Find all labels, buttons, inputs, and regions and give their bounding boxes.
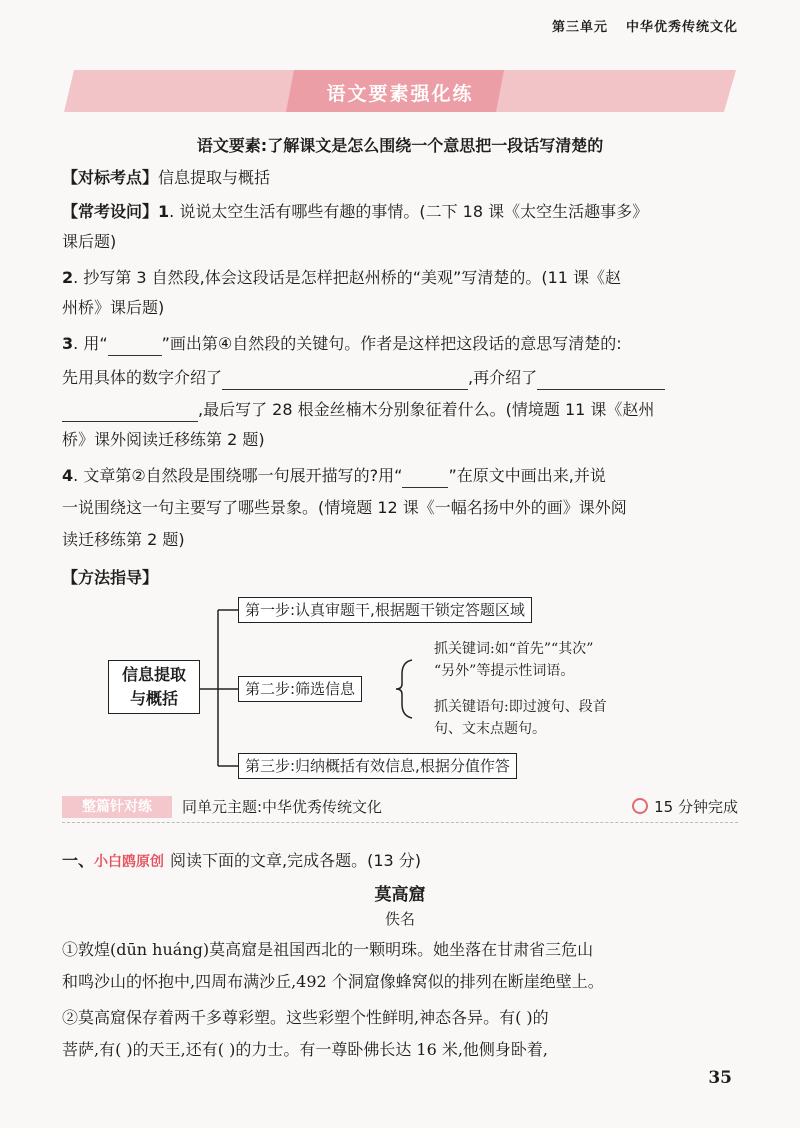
question-prefix: 一、 <box>62 851 95 870</box>
answer-blank-2[interactable] <box>537 371 665 390</box>
root-line2: 与概括 <box>129 689 178 708</box>
article-author: 佚名 <box>384 910 415 928</box>
paragraph-2-line1: ②莫高窟保存着两千多尊彩塑。这些彩塑个性鲜明,神态各异。有( )的 <box>62 1008 549 1027</box>
step3-box: 第三步:归纳概括有效信息,根据分值作答 <box>238 753 517 779</box>
q3-line3-text: ,最后写了 28 根金丝楠木分别象征着什么。(情境题 11 课《赵州 <box>198 400 655 419</box>
step1-box: 第一步:认真审题干,根据题干锁定答题区域 <box>238 597 532 623</box>
q1-text: . 说说太空生活有哪些有趣的事情。(二下 18 课《太空生活趣事多》 <box>169 202 649 221</box>
banner-title: 语文要素强化练 <box>326 83 474 105</box>
article-title: 莫高窟 <box>374 885 426 905</box>
q3-line2a: 先用具体的数字介绍了 <box>62 368 223 387</box>
root-line1: 信息提取 <box>121 665 186 684</box>
q3-number: 3 <box>62 334 74 353</box>
timer <box>632 796 738 818</box>
q4-part2: ”在原文中画出来,并说 <box>448 466 606 485</box>
q2-number: 2 <box>62 268 74 287</box>
practice-section-bar <box>62 796 738 822</box>
underline-blank <box>402 469 448 488</box>
clock-icon <box>632 798 648 814</box>
unit-theme: 中华优秀传统文化 <box>625 20 738 35</box>
q3-line2 <box>62 366 738 390</box>
q1-continuation: 课后题) <box>62 232 117 251</box>
q3-part1: . 用“ <box>73 334 108 353</box>
q3-line2b: ,再介绍了 <box>468 368 538 387</box>
q2-text: . 抄写第 3 自然段,体会这段话是怎样把赵州桥的“美观”写清楚的。(11 课《赵 <box>73 268 622 287</box>
answer-blank-1[interactable] <box>222 371 468 390</box>
q2-line <box>62 266 738 290</box>
q4-line3: 读迁移练第 2 题) <box>62 530 185 549</box>
method-diagram <box>100 592 720 792</box>
note2-line2: 句、文末点题句。 <box>434 721 546 737</box>
diagram-root <box>108 660 200 714</box>
language-element-heading: 语文要素:了解课文是怎么围绕一个意思把一段话写清楚的 <box>196 136 604 155</box>
common-tag: 【常考设问】 <box>62 202 159 221</box>
reading-question-heading <box>62 848 421 871</box>
practice-tag: 整篇针对练 <box>62 796 172 818</box>
divider <box>62 822 738 823</box>
q3-line <box>62 332 738 356</box>
q3-part2: ”画出第④自然段的关键句。作者是这样把这段话的意思写清楚的: <box>161 334 622 353</box>
q3-line4: 桥》课外阅读迁移练第 2 题) <box>62 430 265 449</box>
q2-continuation: 州桥》课后题) <box>62 298 165 317</box>
running-header <box>552 16 738 35</box>
method-tag: 【方法指导】 <box>62 568 159 587</box>
note-key-sentences <box>434 696 607 740</box>
note1-line2: “另外”等提示性词语。 <box>434 663 575 679</box>
target-tag: 【对标考点】 <box>62 168 159 187</box>
practice-theme: 同单元主题:中华优秀传统文化 <box>182 798 383 816</box>
step2-box: 第二步:筛选信息 <box>238 676 362 702</box>
timer-text: 15 分钟完成 <box>654 798 738 816</box>
underline-blank <box>108 337 162 356</box>
common-question-line <box>62 200 738 224</box>
page-number: 35 <box>708 1068 732 1088</box>
q4-number: 4 <box>62 466 74 485</box>
q4-line <box>62 464 738 488</box>
q4-part1: . 文章第②自然段是围绕哪一句展开描写的?用“ <box>73 466 403 485</box>
q1-number: 1 <box>158 202 170 221</box>
note-keywords <box>434 638 593 682</box>
note1-line1: 抓关键词:如“首先”“其次” <box>434 641 594 657</box>
section-banner <box>64 70 736 112</box>
paragraph-1-line1: ①敦煌(dūn huáng)莫高窟是祖国西北的一颗明珠。她坐落在甘肃省三危山 <box>62 940 594 959</box>
answer-blank-3[interactable] <box>62 403 198 422</box>
paragraph-1-line2: 和鸣沙山的怀抱中,四周布满沙丘,492 个洞窟像蜂窝似的排列在断崖绝壁上。 <box>62 972 604 991</box>
paragraph-2-line2: 菩萨,有( )的天王,还有( )的力士。有一尊卧佛长达 16 米,他侧身卧着, <box>62 1040 549 1059</box>
question-text: 阅读下面的文章,完成各题。(13 分) <box>170 851 422 870</box>
target-text: 信息提取与概括 <box>158 168 271 187</box>
brand-label: 小白鸥原创 <box>94 854 165 870</box>
q4-line2: 一说围绕这一句主要写了哪些景象。(情境题 12 课《一幅名扬中外的画》课外阅 <box>62 498 627 517</box>
target-point-line <box>62 166 738 190</box>
note2-line1: 抓关键语句:即过渡句、段首 <box>434 699 607 715</box>
q3-line3 <box>62 398 738 422</box>
unit-label: 第三单元 <box>551 20 608 35</box>
